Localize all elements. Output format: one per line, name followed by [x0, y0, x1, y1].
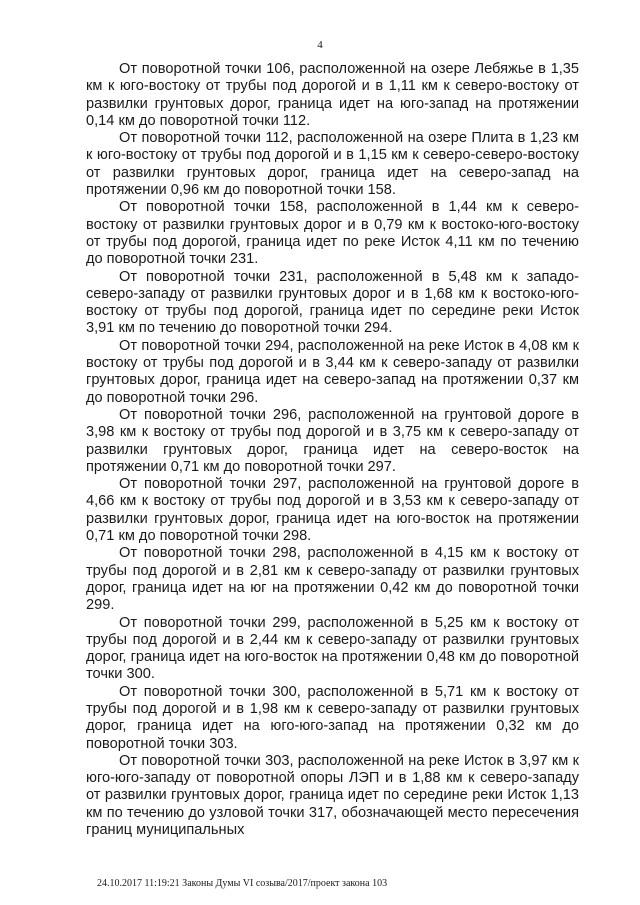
document-footer: 24.10.2017 11:19:21 Законы Думы VI созыва/2017/проект закона 103 — [97, 878, 388, 889]
page-number: 4 — [317, 39, 323, 51]
paragraph-point-158: От поворотной точки 158, расположенной в 1,44 км к северо-востоку от развилки грунтовых дорог и в 0,79 км к востоко-юго-востоку от трубы под дорогой, граница идет по реке Исток 4,11 км по течению до поворотной точки 231. — [86, 199, 579, 268]
paragraph-point-231: От поворотной точки 231, расположенной в 5,48 км к западо-северо-западу от развилки грунтовых дорог и в 1,68 км к востоко-юго-востоку от трубы под дорогой, граница идет по середине реки Исток 3,91 км по течению до поворотной точки 294. — [86, 268, 579, 337]
paragraph-point-300: От поворотной точки 300, расположенной в 5,71 км к востоку от трубы под дорогой и в 1,98 км к северо-западу от развилки грунтовых дорог, граница идет на юго-юго-запад на протяжении 0,32 км до поворотной точки 303. — [86, 683, 579, 752]
paragraph-point-294: От поворотной точки 294, расположенной на реке Исток в 4,08 км к востоку от трубы под дорогой и в 3,44 км к северо-западу от развилки грунтовых дорог, граница идет на северо-запад на протяжении 0,37 км до поворотной точки 296. — [86, 337, 579, 406]
paragraph-point-299: От поворотной точки 299, расположенной в 5,25 км к востоку от трубы под дорогой и в 2,44 км к северо-западу от развилки грунтовых дорог, граница идет на юго-восток на протяжении 0,48 км до поворотной точки 300. — [86, 614, 579, 683]
paragraph-point-112: От поворотной точки 112, расположенной на озере Плита в 1,23 км к юго-востоку от трубы под дорогой и в 1,15 км к северо-северо-востоку от развилки грунтовых дорог, граница идет на северо-запад на протяжении 0,96 км до поворотной точки 158. — [86, 130, 579, 199]
paragraph-point-106: От поворотной точки 106, расположенной на озере Лебяжье в 1,35 км к юго-востоку от трубы под дорогой и в 1,11 км к северо-востоку от развилки грунтовых дорог, граница идет на юго-запад на протяжении 0,14 км до поворотной точки 112. — [86, 61, 579, 129]
paragraph-point-296: От поворотной точки 296, расположенной на грунтовой дороге в 3,98 км к востоку от трубы под дорогой и в 3,75 км к северо-западу от развилки грунтовых дорог, граница идет на северо-восток на протяжении 0,71 км до поворотной точки 297. — [86, 406, 579, 475]
paragraph-point-297: От поворотной точки 297, расположенной на грунтовой дороге в 4,66 км к востоку от трубы под дорогой и в 3,53 км к северо-западу от развилки грунтовых дорог, граница идет на юго-восток на протяжении 0,71 км до поворотной точки 298. — [86, 476, 579, 545]
document-body — [86, 61, 579, 839]
paragraph-point-298: От поворотной точки 298, расположенной в 4,15 км к востоку от трубы под дорогой и в 2,81 км к северо-западу от развилки грунтовых дорог, граница идет на юг на протяжении 0,42 км до поворотной точки 299. — [86, 545, 579, 614]
paragraph-point-303: От поворотной точки 303, расположенной на реке Исток в 3,97 км к юго-юго-западу от поворотной опоры ЛЭП и в 1,88 км к северо-западу от развилки грунтовых дорог, граница идет по середине реки Исток 1,13 км по течению до узловой точки 317, обозначающей место пересечения границ муниципальных — [86, 752, 579, 839]
